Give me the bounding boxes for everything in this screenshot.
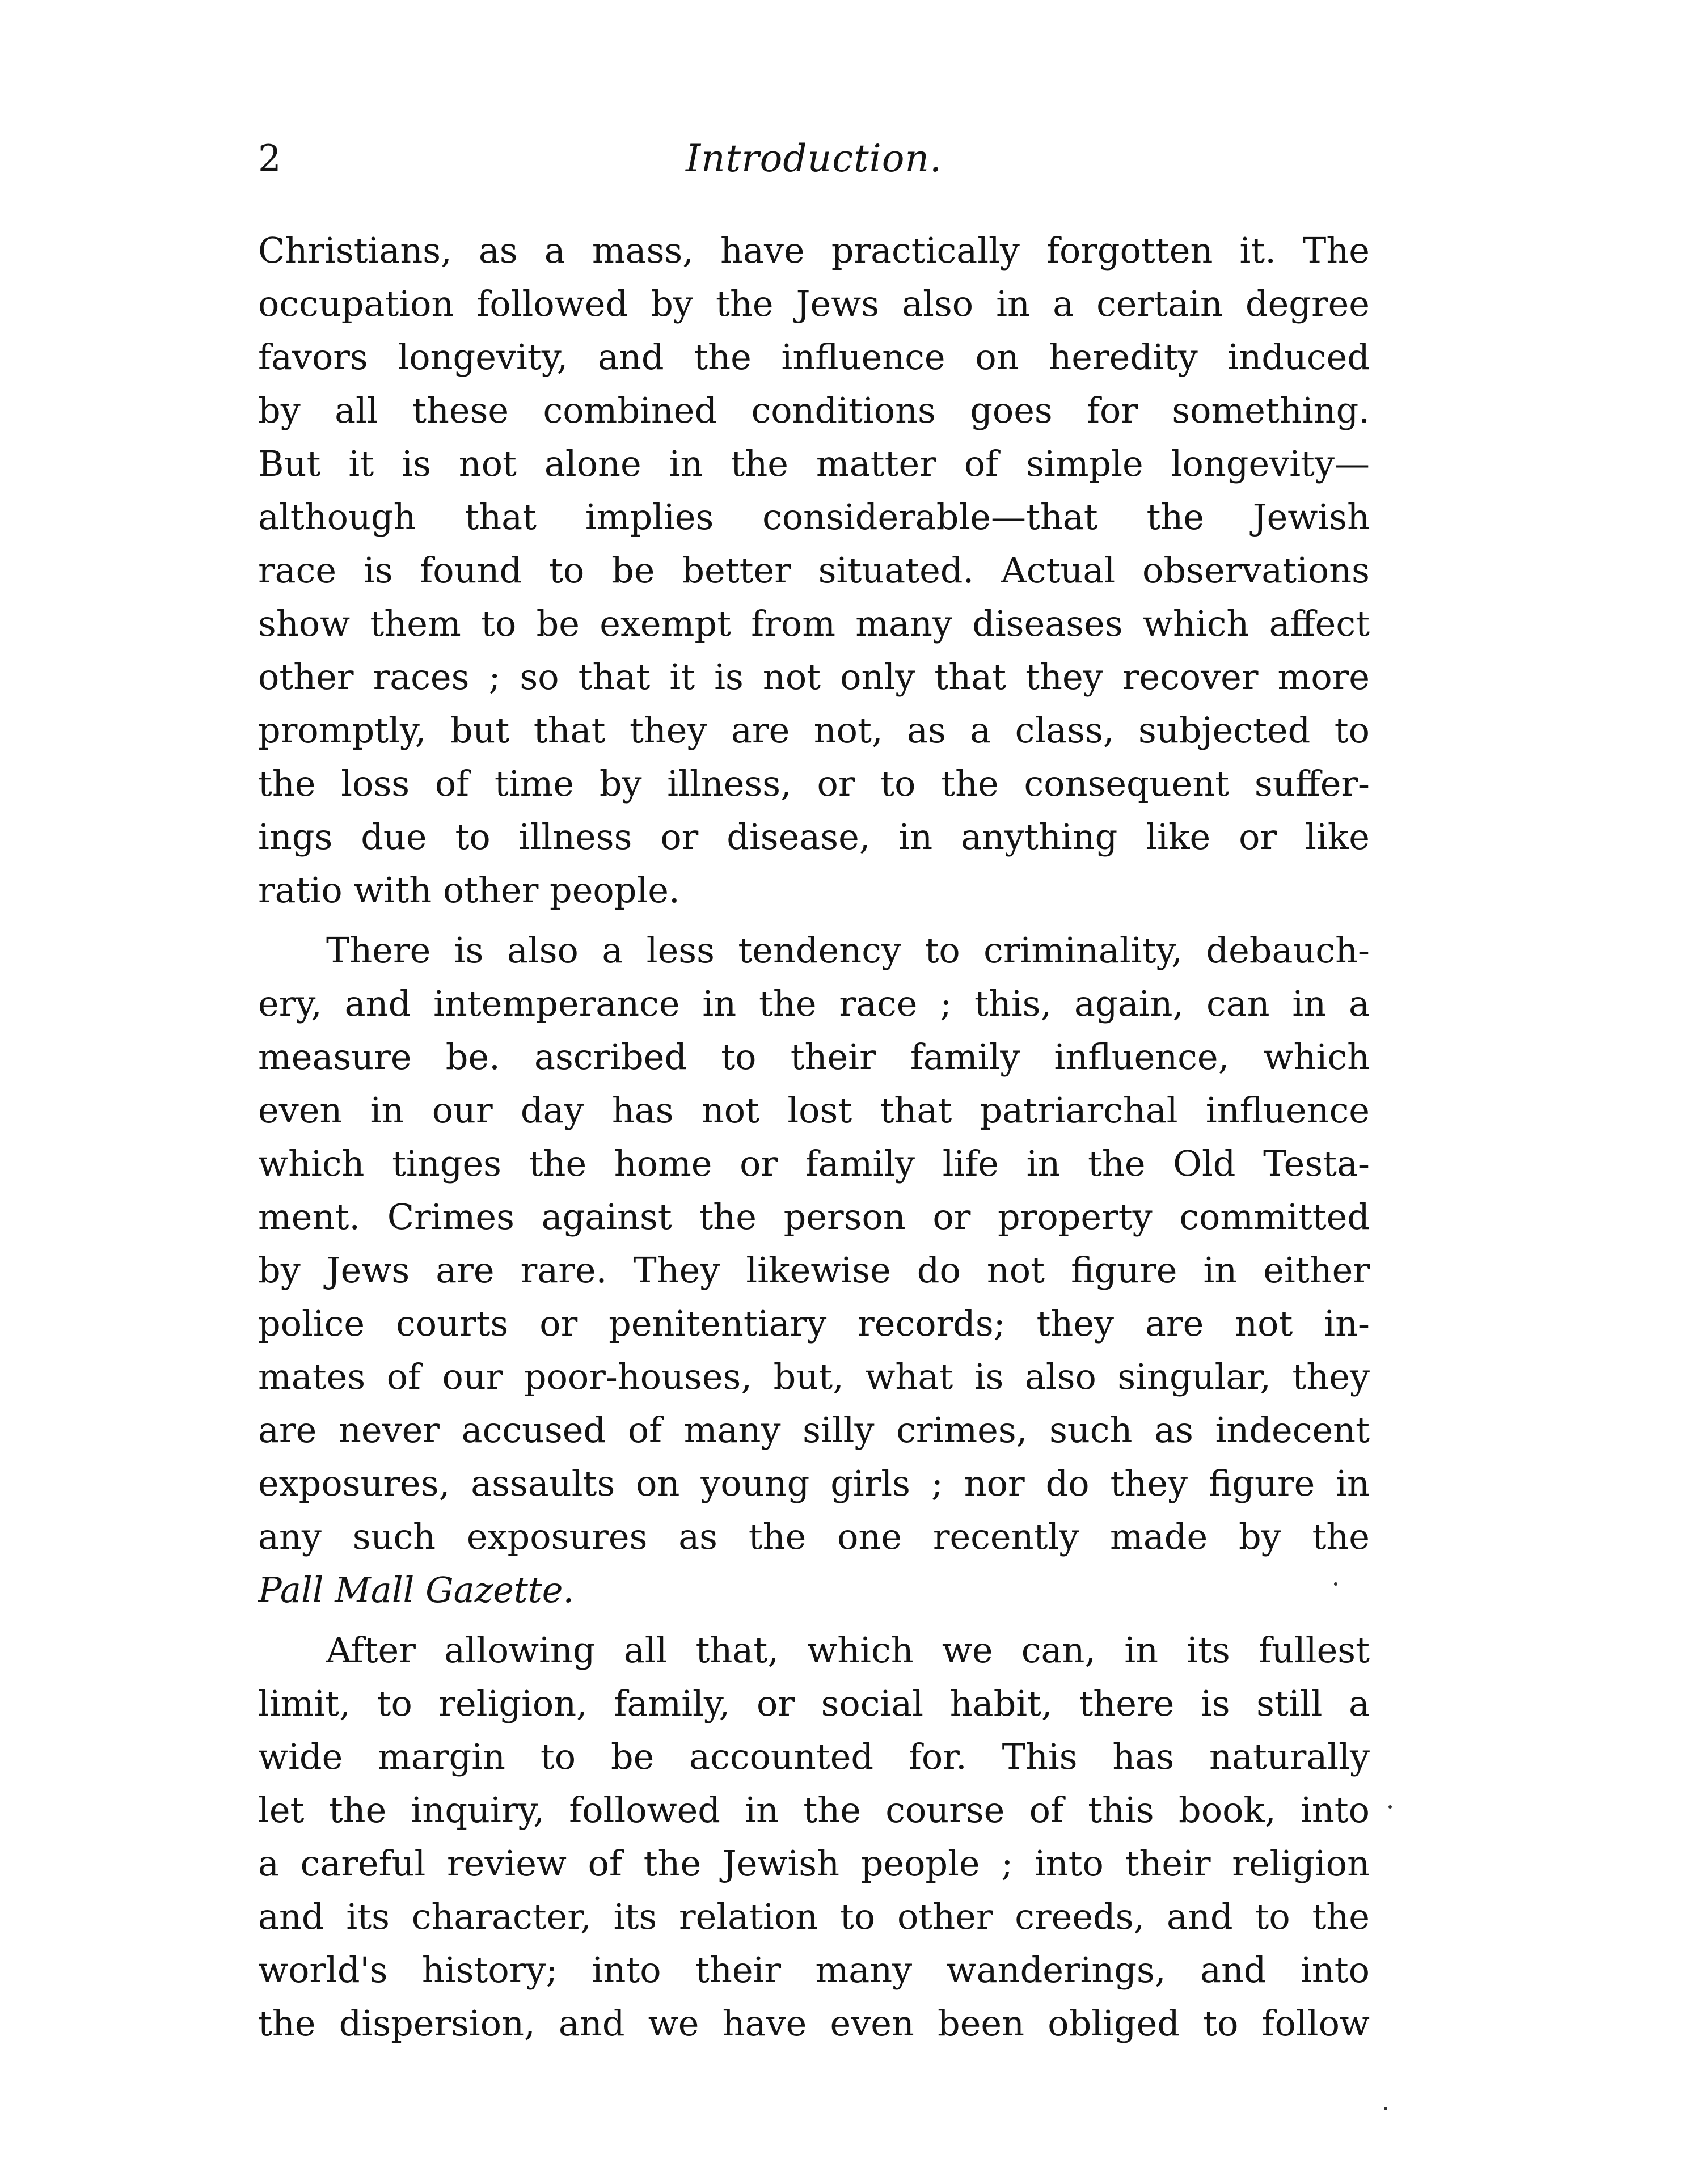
text-line: other races ; so that it is not only that they recover more (258, 656, 1370, 698)
text-line: any such exposures as the one recently made by the (258, 1516, 1370, 1557)
text-line: police courts or penitentiary records; they are not in- (258, 1303, 1370, 1344)
page-number: 2 (258, 138, 281, 180)
text-line: promptly, but that they are not, as a class, subjected to (258, 709, 1370, 751)
paragraph-1 (258, 224, 1370, 917)
text-line: But it is not alone in the matter of simple longevity— (258, 443, 1370, 484)
text-line: the loss of time by illness, or to the consequent suffer- (258, 763, 1370, 804)
text-line: which tinges the home or family life in the Old Testa- (258, 1143, 1370, 1184)
text-line: There is also a less tendency to criminality, debauch- (326, 930, 1370, 971)
text-line: mates of our poor-houses, but, what is also singular, they (258, 1356, 1370, 1397)
text-line: Christians, as a mass, have practically forgotten it. The (258, 230, 1370, 271)
text-line: exposures, assaults on young girls ; nor do they figure in (258, 1463, 1370, 1504)
text-line: limit, to religion, family, or social habit, there is still a (258, 1683, 1370, 1724)
text-line: favors longevity, and the influence on heredity induced (258, 336, 1370, 378)
running-head (258, 130, 1370, 193)
text-line: After allowing all that, which we can, in its fullest (326, 1629, 1370, 1671)
text-line: and its character, its relation to other creeds, and to the (258, 1896, 1370, 1937)
text-line: a careful review of the Jewish people ; into their religion (258, 1843, 1370, 1884)
text-line: world's history; into their many wanderings, and into (258, 1949, 1370, 1991)
text-line: by Jews are rare. They likewise do not figure in either (258, 1249, 1370, 1291)
text-line: ings due to illness or disease, in anything like or like (258, 816, 1370, 857)
text-line: even in our day has not lost that patriarchal influence (258, 1089, 1370, 1131)
text-line: are never accused of many silly crimes, such as indecent (258, 1409, 1370, 1451)
paragraph-3 (258, 1624, 1370, 2050)
text-line: race is found to be better situated. Actual observations (258, 550, 1370, 591)
text-line: show them to be exempt from many diseases which affect (258, 603, 1370, 644)
text-line: let the inquiry, followed in the course of this book, into (258, 1789, 1370, 1831)
print-speck (1384, 2107, 1387, 2110)
text-line: wide margin to be accounted for. This has naturally (258, 1736, 1370, 1777)
print-speck (1334, 1582, 1337, 1586)
text-line: by all these combined conditions goes for something. (258, 390, 1370, 431)
text-line: although that implies considerable—that the Jewish (258, 496, 1370, 538)
body-text (258, 224, 1370, 2050)
text-line: occupation followed by the Jews also in a certain degree (258, 283, 1370, 324)
text-line: measure be. ascribed to their family influence, which (258, 1036, 1370, 1078)
text-line: the dispersion, and we have even been obliged to follow (258, 2003, 1370, 2044)
text-line: ratio with other people. (258, 869, 680, 911)
text-line: ment. Crimes against the person or property committed (258, 1196, 1370, 1237)
publication-title: Pall Mall Gazette. (258, 1569, 575, 1611)
print-speck (1388, 1805, 1392, 1809)
text-line: ery, and intemperance in the race ; this, again, can in a (258, 983, 1370, 1024)
running-title: Introduction. (686, 137, 942, 180)
paragraph-2 (258, 924, 1370, 1617)
